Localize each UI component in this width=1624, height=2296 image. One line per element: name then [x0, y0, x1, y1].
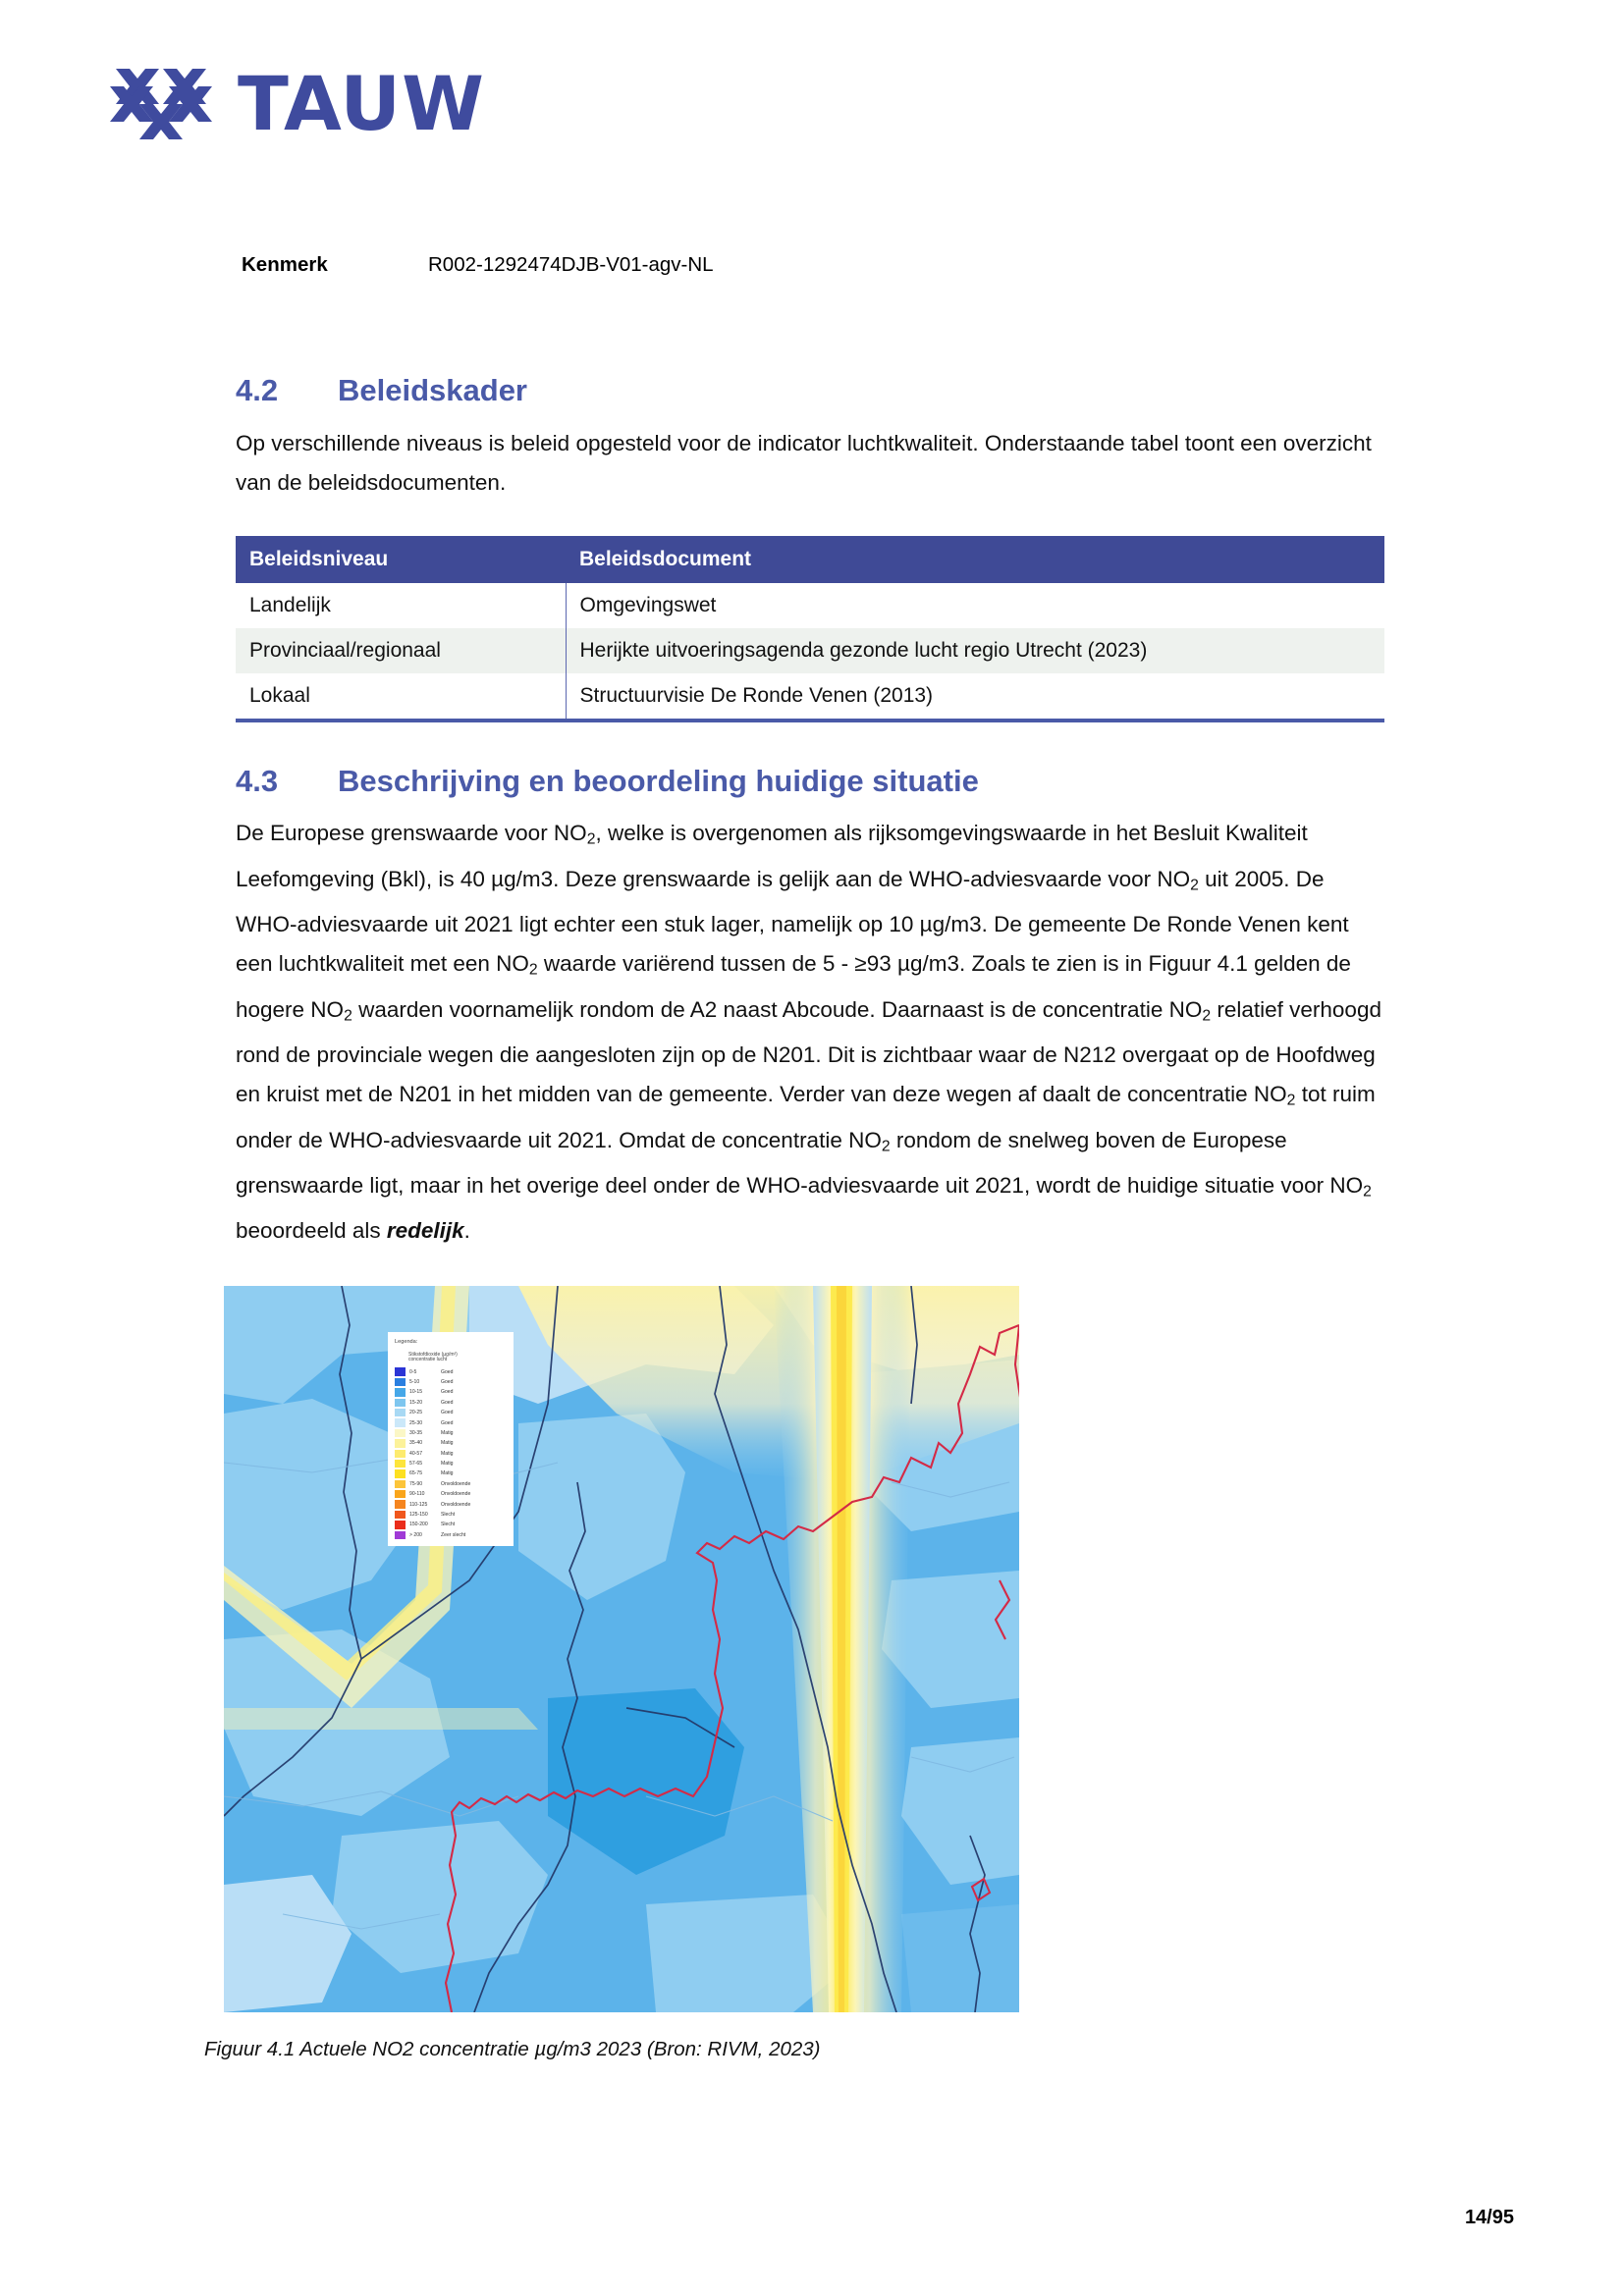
legend-quality-label: Matig — [441, 1461, 454, 1468]
legend-range-label: 40-57 — [409, 1450, 423, 1457]
legend-range-label: 30-35 — [409, 1429, 423, 1436]
legend-color-swatch — [395, 1450, 406, 1458]
legend-quality-label: Slecht — [441, 1512, 456, 1519]
legend-quality-label: Goed — [441, 1378, 454, 1385]
table-header-beleidsniveau: Beleidsniveau — [236, 536, 566, 583]
legend-color-swatch — [395, 1388, 406, 1396]
figure-caption: Figuur 4.1 Actuele NO2 concentratie µg/m3 2023 (Bron: RIVM, 2023) — [204, 2038, 821, 2060]
section-title-4-3: Beschrijving en beoordeling huidige situatie — [338, 763, 979, 798]
legend-range-label: 35-40 — [409, 1440, 423, 1447]
legend-range-label: 150-200 — [409, 1522, 428, 1528]
legend-subtitle-2: concentratie lucht — [408, 1357, 448, 1363]
legend-color-swatch — [395, 1429, 406, 1437]
legend-range-label: 5-10 — [409, 1378, 420, 1385]
legend-entry — [395, 1408, 508, 1417]
legend-quality-label: Onvoldoende — [441, 1480, 471, 1487]
table-cell-niveau: Provinciaal/regionaal — [236, 628, 566, 673]
table-cell-niveau: Landelijk — [236, 583, 566, 628]
legend-color-swatch — [395, 1378, 406, 1386]
kenmerk-row — [242, 253, 714, 277]
section-number-4-3: 4.3 — [236, 763, 279, 798]
tauw-chevron-mark-icon — [110, 61, 212, 147]
document-content — [236, 373, 1384, 1258]
legend-color-swatch — [395, 1511, 406, 1519]
section-heading-4-3 — [236, 764, 1384, 799]
legend-quality-label: Matig — [441, 1429, 454, 1436]
legend-range-label: 20-25 — [409, 1410, 423, 1416]
legend-entry — [395, 1449, 508, 1459]
legend-title: Legenda: — [395, 1339, 418, 1345]
brand-wordmark: TAUW — [238, 60, 485, 147]
legend-entry — [395, 1459, 508, 1468]
section-title-4-2: Beleidskader — [338, 373, 527, 407]
legend-color-swatch — [395, 1439, 406, 1447]
table-cell-document: Structuurvisie De Ronde Venen (2013) — [566, 673, 1384, 721]
legend-entry — [395, 1428, 508, 1438]
map-raster — [224, 1286, 1019, 2012]
table-cell-document: Herijkte uitvoeringsagenda gezonde lucht regio Utrecht (2023) — [566, 628, 1384, 673]
legend-quality-label: Matig — [441, 1450, 454, 1457]
legend-quality-label: Zeer slecht — [441, 1531, 466, 1538]
legend-quality-label: Matig — [441, 1440, 454, 1447]
legend-color-swatch — [395, 1367, 406, 1375]
legend-entry — [395, 1530, 508, 1540]
emphasis-redelijk: redelijk — [386, 1218, 464, 1244]
figure-4-1 — [224, 1286, 1019, 2012]
legend-quality-label: Onvoldoende — [441, 1491, 471, 1498]
legend-entry — [395, 1499, 508, 1509]
legend-entry — [395, 1387, 508, 1397]
legend-entry — [395, 1377, 508, 1387]
legend-quality-label: Onvoldoende — [441, 1501, 471, 1508]
table-row — [236, 673, 1384, 721]
section-heading-4-2 — [236, 373, 1384, 408]
legend-entry — [395, 1510, 508, 1520]
legend-range-label: 0-5 — [409, 1368, 417, 1375]
legend-color-swatch — [395, 1500, 406, 1508]
paragraph-4-2-intro: Op verschillende niveaus is beleid opgesteld voor de indicator luchtkwaliteit. Onderstaande tabel toont een overzicht van de beleidsdocumenten. — [236, 430, 1372, 495]
legend-range-label: 125-150 — [409, 1512, 428, 1519]
legend-range-label: 25-30 — [409, 1419, 423, 1426]
table-cell-document: Omgevingswet — [579, 593, 717, 616]
legend-quality-label: Goed — [441, 1389, 454, 1396]
legend-color-swatch — [395, 1469, 406, 1477]
map-legend — [388, 1332, 514, 1546]
legend-entry — [395, 1398, 508, 1408]
table-cell-niveau: Lokaal — [236, 673, 566, 721]
legend-entry-list — [395, 1366, 508, 1540]
legend-color-swatch — [395, 1490, 406, 1498]
legend-range-label: 75-90 — [409, 1480, 423, 1487]
beleidsdocumenten-tabel — [236, 536, 1384, 722]
legend-color-swatch — [395, 1521, 406, 1528]
legend-quality-label: Goed — [441, 1410, 454, 1416]
table-row — [236, 628, 1384, 673]
legend-color-swatch — [395, 1480, 406, 1488]
legend-range-label: 15-20 — [409, 1399, 423, 1406]
legend-entry — [395, 1417, 508, 1427]
legend-quality-label: Slecht — [441, 1522, 456, 1528]
brand-logo — [110, 61, 485, 147]
legend-range-label: 90-110 — [409, 1491, 425, 1498]
legend-color-swatch — [395, 1531, 406, 1539]
table-row — [236, 583, 1384, 628]
legend-range-label: 65-75 — [409, 1470, 423, 1477]
table-header-beleidsdocument: Beleidsdocument — [566, 536, 1384, 583]
legend-range-label: 57-65 — [409, 1461, 423, 1468]
section-number-4-2: 4.2 — [236, 373, 279, 407]
legend-entry — [395, 1438, 508, 1448]
legend-entry — [395, 1520, 508, 1529]
table-header-row — [236, 536, 1384, 583]
legend-entry — [395, 1479, 508, 1489]
legend-color-swatch — [395, 1399, 406, 1407]
no2-concentration-map — [224, 1286, 1019, 2012]
legend-color-swatch — [395, 1409, 406, 1416]
legend-quality-label: Matig — [441, 1470, 454, 1477]
legend-quality-label: Goed — [441, 1399, 454, 1406]
legend-entry — [395, 1468, 508, 1478]
legend-range-label: 10-15 — [409, 1389, 423, 1396]
legend-range-label: > 200 — [409, 1531, 422, 1538]
paragraph-4-3-body: De Europese grenswaarde voor $NO_2$, welke is overgenomen als rijksomgevingswaarde in het Besluit Kwaliteit Leefomgeving (Bkl), is 40 µg/m3. Deze grenswaarde is gelijk aan de WHO-adviesvaarde voor $NO_2$ uit 2005. De WHO-adviesvaarde uit 2021 ligt echter een stuk lager, namelijk op 10 µg/m3. De gemeente De Ronde Venen kent een luchtkwaliteit met een $NO_2$ waarde variërend tussen de 5 - ≥93 µg/m3. Zoals te zien is in Figuur 4.1 gelden de hogere $NO_2$ waarden voornamelijk rondom de A2 naast Abcoude. Daarnaast is de concentratie $NO_2$ relatief verhoogd rond de provinciale wegen die aangesloten zijn op de N201. Dit is zichtbaar waar de N212 overgaat op de Hoofdweg en kruist met de N201 in het midden van de gemeente. Verder van deze wegen af daalt de concentratie $NO_2$ tot ruim onder de WHO-adviesvaarde uit 2021. Omdat de concentratie $NO_2$ rondom de snelweg boven de Europese grenswaarde ligt, maar in het overige deel onder de WHO-adviesvaarde uit 2021, wordt de huidige situatie voor $NO_2$ beoordeeld als redelijk. — [236, 821, 1381, 1244]
kenmerk-label: Kenmerk — [242, 253, 328, 276]
legend-color-swatch — [395, 1418, 406, 1426]
legend-color-swatch — [395, 1460, 406, 1468]
legend-entry — [395, 1366, 508, 1376]
legend-entry — [395, 1489, 508, 1499]
legend-quality-label: Goed — [441, 1368, 454, 1375]
legend-subtitle-1: Stikstofdioxide (µg/m³) — [408, 1351, 458, 1358]
legend-range-label: 110-125 — [409, 1501, 428, 1508]
legend-quality-label: Goed — [441, 1419, 454, 1426]
kenmerk-value: R002-1292474DJB-V01-agv-NL — [428, 253, 714, 276]
page-number: 14/95 — [1464, 2207, 1514, 2228]
